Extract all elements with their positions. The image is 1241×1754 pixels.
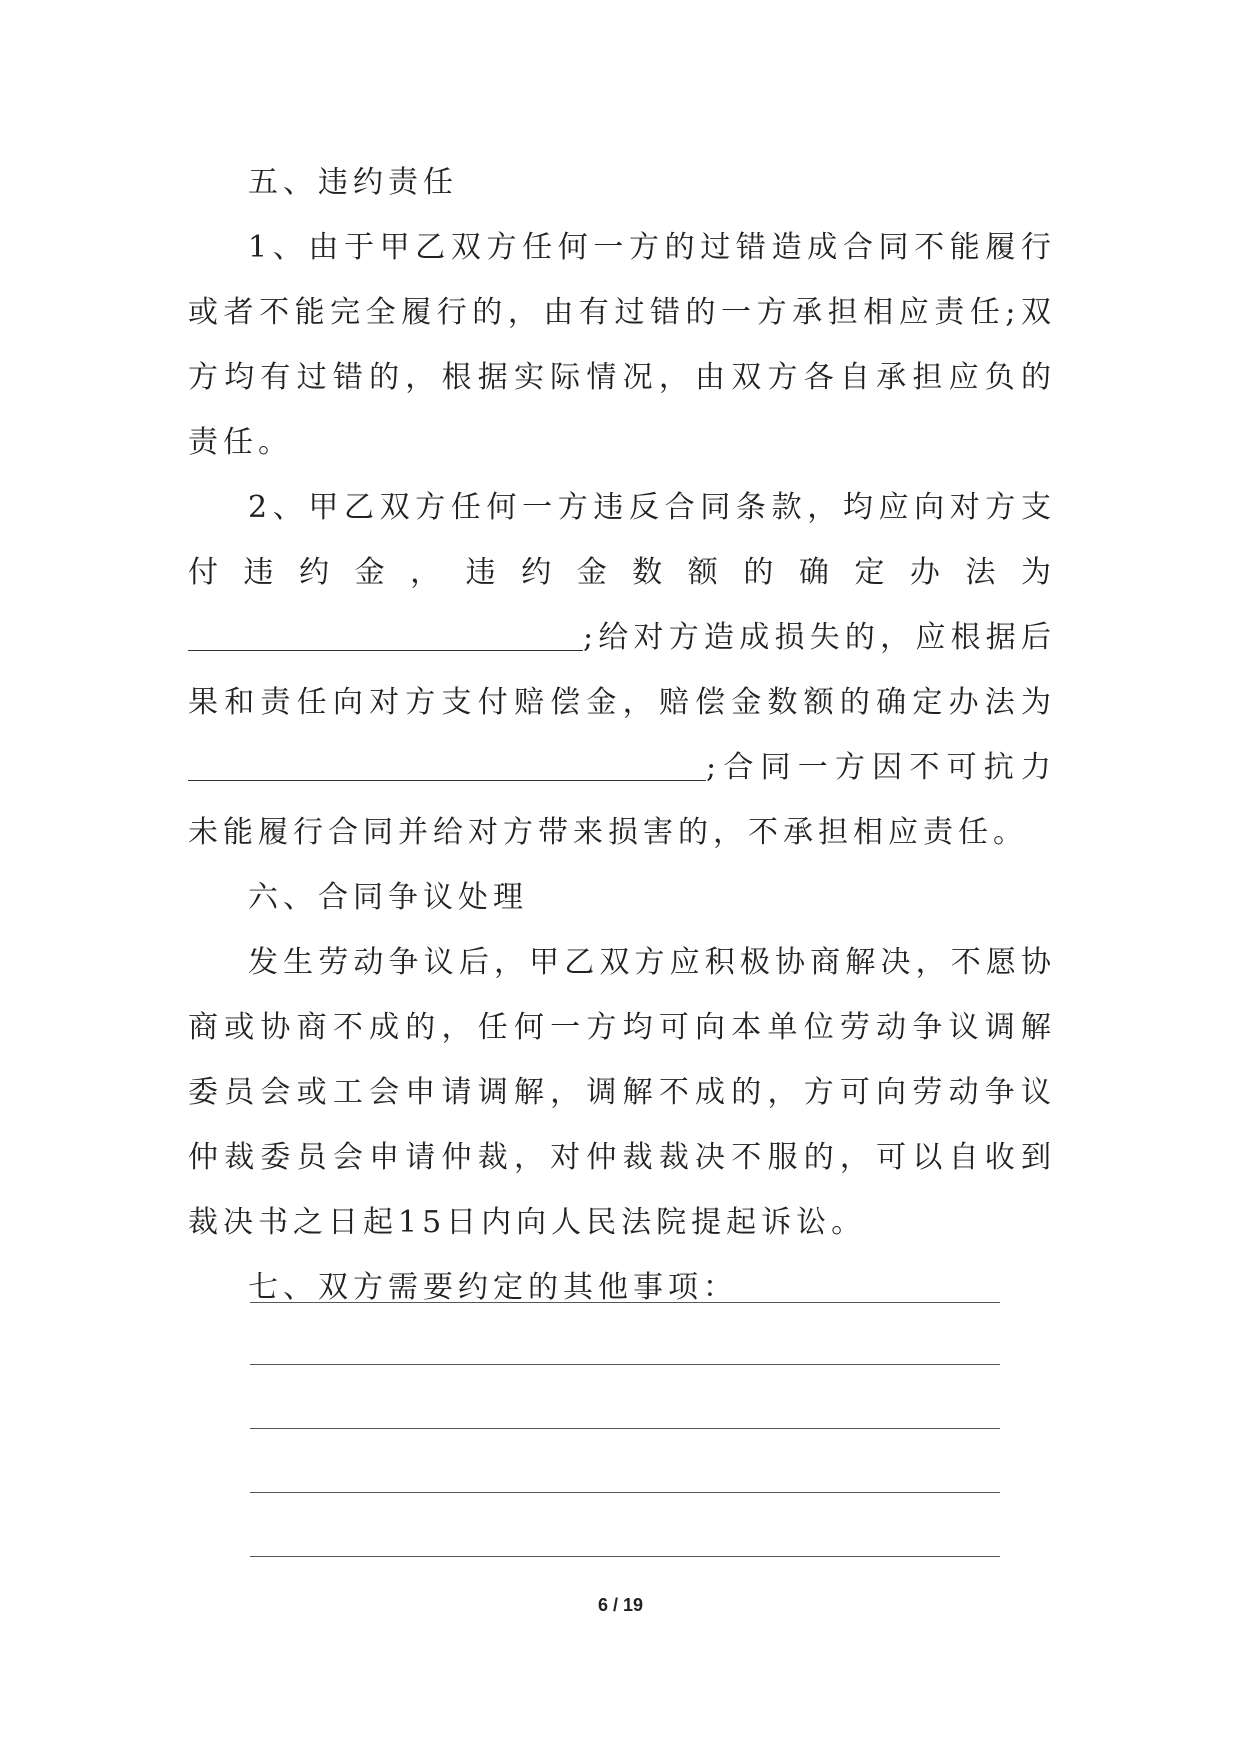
section-7-title: 七、双方需要约定的其他事项：	[248, 1270, 738, 1305]
blank-answer-line	[250, 1302, 1000, 1303]
blank-answer-line	[250, 1492, 1000, 1493]
section-5-paragraph-1: 1、由于甲乙双方任何一方的过错造成合同不能履行或者不能完全履行的，由有过错的一方承担相应责任;双方均有过错的，根据实际情况，由双方各自承担应负的责任。	[188, 230, 1056, 460]
page-number: 6 / 19	[597, 1595, 644, 1615]
section-5-title: 五、违约责任	[248, 165, 458, 200]
fill-in-blank-compensation-method	[188, 752, 706, 781]
blank-answer-line	[250, 1428, 1000, 1429]
section-5-paragraph-2	[188, 475, 1056, 865]
blank-answer-line	[250, 1364, 1000, 1365]
section-6-paragraph-1: 发生劳动争议后，甲乙双方应积极协商解决，不愿协商或协商不成的，任何一方均可向本单位劳动争议调解委员会或工会申请调解，调解不成的，方可向劳动争议仲裁委员会申请仲裁，对仲裁裁决不服的，可以自收到裁决书之日起15日内向人民法院提起诉讼。	[188, 945, 1056, 1240]
page-body	[188, 150, 1056, 1320]
blank-answer-line	[250, 1556, 1000, 1557]
section-5-paragraph-2-part-b: ;给对方造成损失的，应根据后果和责任向对方支付赔偿金，赔偿金数额的确定办法为	[188, 620, 1056, 720]
section-5-paragraph-2-part-c: ;合同一方因不可抗力未能履行合同并给对方带来损害的，不承担相应责任。	[188, 750, 1056, 850]
section-5-paragraph-2-part-a: 2、甲乙双方任何一方违反合同条款，均应向对方支付违约金，违约金数额的确定办法为	[188, 490, 1056, 590]
section-6-title: 六、合同争议处理	[248, 880, 528, 915]
fill-in-blank-penalty-method	[188, 622, 583, 651]
